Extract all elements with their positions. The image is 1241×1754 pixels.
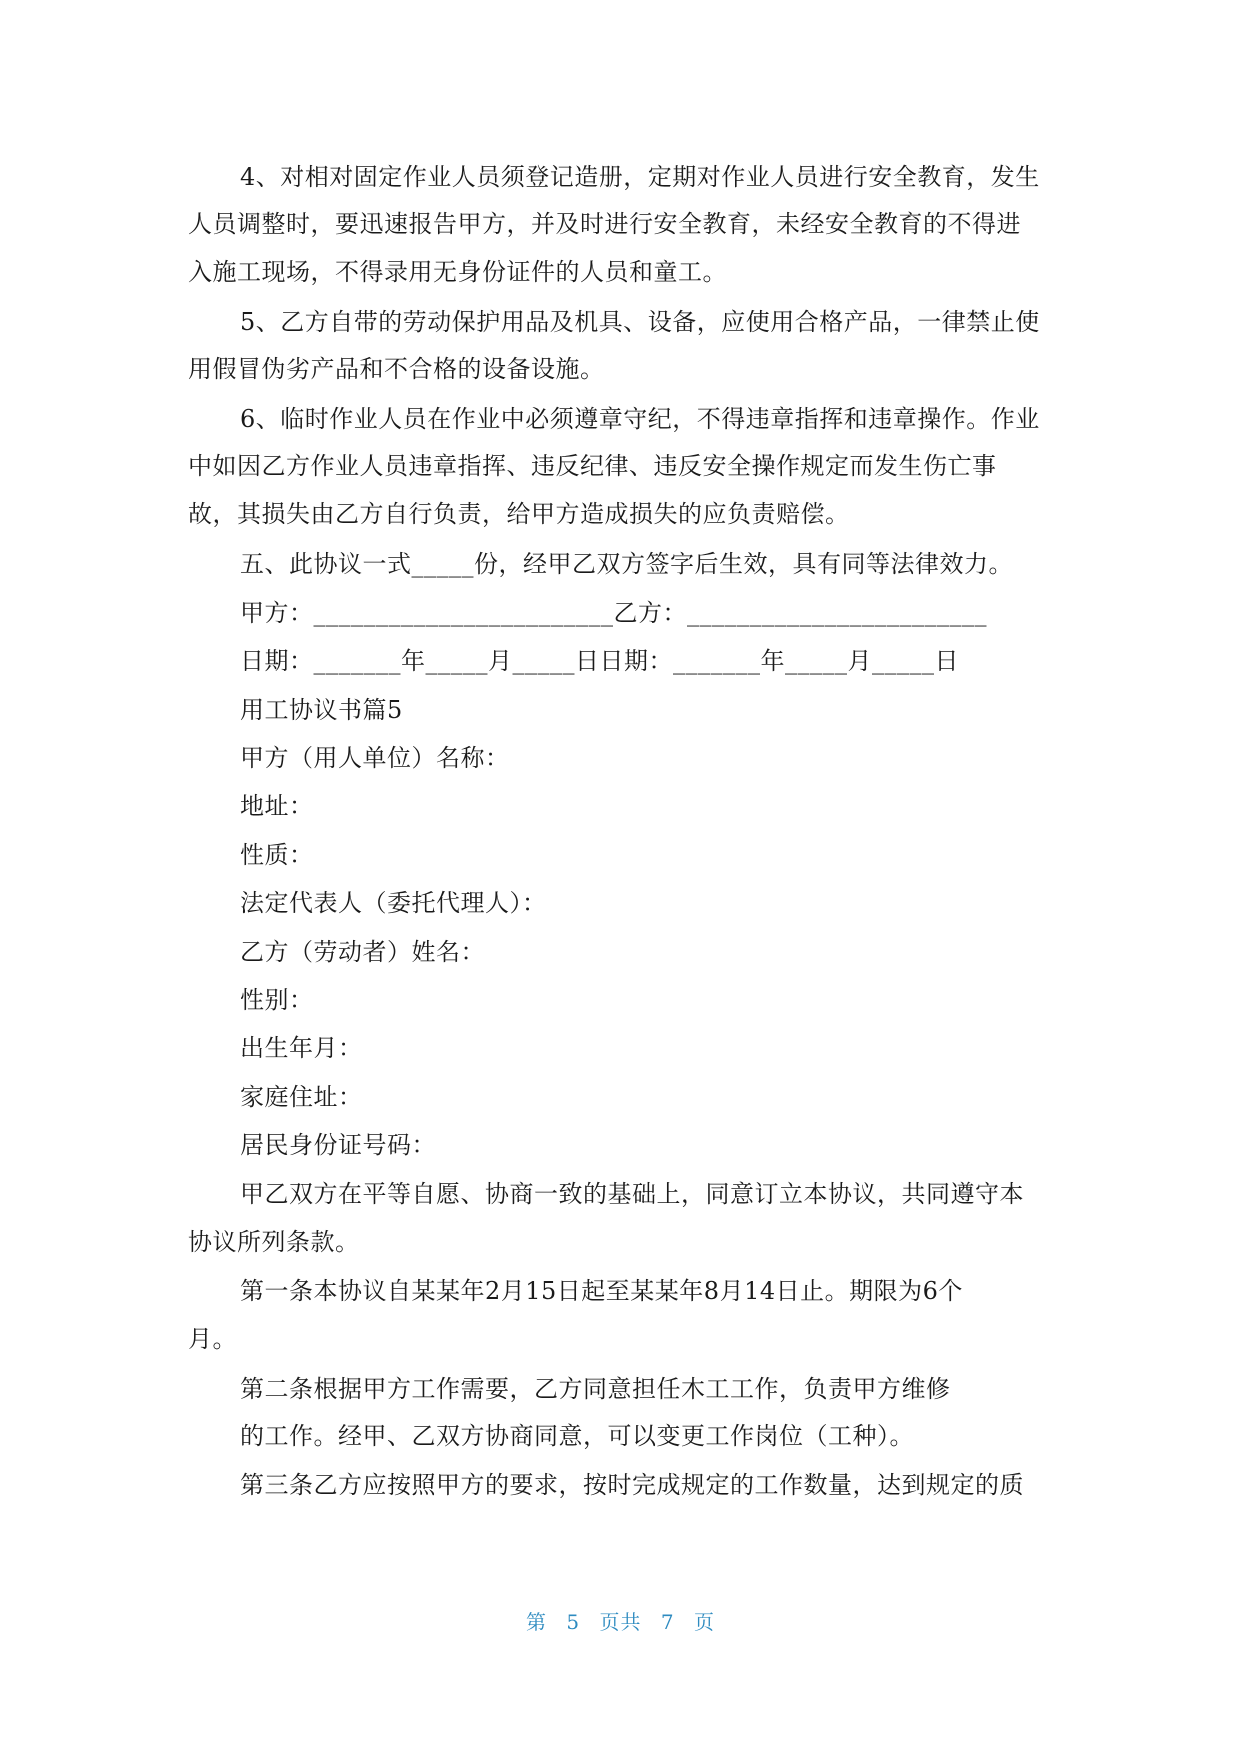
date-line: 日期：_______年_____月_____日日期：_______年_____月_____日	[240, 647, 959, 675]
paragraph-line: 第二条根据甲方工作需要，乙方同意担任木工工作，负责甲方维修	[240, 1375, 951, 1403]
paragraph-line: 用假冒伪劣产品和不合格的设备设施。	[188, 355, 605, 383]
footer-di: 第	[526, 1610, 548, 1634]
field-label: 性质：	[240, 841, 314, 869]
field-label: 地址：	[240, 792, 314, 820]
paragraph-line: 第三条乙方应按照甲方的要求，按时完成规定的工作数量，达到规定的质	[240, 1471, 1024, 1499]
paragraph-line: 的工作。经甲、乙双方协商同意，可以变更工作岗位（工种）。	[240, 1422, 914, 1450]
paragraph-line: 中如因乙方作业人员违章指挥、违反纪律、违反安全操作规定而发生伤亡事	[188, 452, 997, 480]
field-label: 家庭住址：	[240, 1083, 363, 1111]
field-label: 乙方（劳动者）姓名：	[240, 938, 485, 966]
field-label: 居民身份证号码：	[240, 1131, 436, 1159]
paragraph-line: 月。	[188, 1325, 237, 1353]
paragraph-line: 协议所列条款。	[188, 1228, 360, 1256]
footer-current-page: 5	[566, 1610, 581, 1634]
field-label: 性别：	[240, 986, 314, 1014]
field-label: 甲方（用人单位）名称：	[240, 744, 510, 772]
field-label: 出生年月：	[240, 1034, 363, 1062]
paragraph-line: 故，其损失由乙方自行负责，给甲方造成损失的应负责赔偿。	[188, 500, 850, 528]
footer-ye: 页	[693, 1610, 715, 1634]
paragraph-line: 甲乙双方在平等自愿、协商一致的基础上，同意订立本协议，共同遵守本	[240, 1180, 1024, 1208]
signature-line: 甲方：________________________乙方：________________________	[240, 599, 987, 627]
paragraph-line: 5、乙方自带的劳动保护用品及机具、设备，应使用合格产品，一律禁止使	[240, 308, 1040, 336]
field-label: 法定代表人（委托代理人）：	[240, 889, 547, 917]
section-heading: 用工协议书篇5	[240, 696, 403, 724]
paragraph-line: 第一条本协议自某某年2月15日起至某某年8月14日止。期限为6个	[240, 1277, 963, 1305]
paragraph-line: 人员调整时，要迅速报告甲方，并及时进行安全教育，未经安全教育的不得进	[188, 210, 1021, 238]
paragraph-line: 6、临时作业人员在作业中必须遵章守纪，不得违章指挥和违章操作。作业	[240, 405, 1040, 433]
paragraph-line: 入施工现场，不得录用无身份证件的人员和童工。	[188, 258, 727, 286]
paragraph-line: 4、对相对固定作业人员须登记造册，定期对作业人员进行安全教育，发生	[240, 163, 1040, 191]
paragraph-line: 五、此协议一式_____份，经甲乙双方签字后生效，具有同等法律效力。	[240, 550, 1013, 578]
footer-total-pages: 7	[660, 1610, 675, 1634]
page-footer	[0, 1606, 1241, 1635]
footer-ye-gong: 页共	[599, 1610, 642, 1634]
